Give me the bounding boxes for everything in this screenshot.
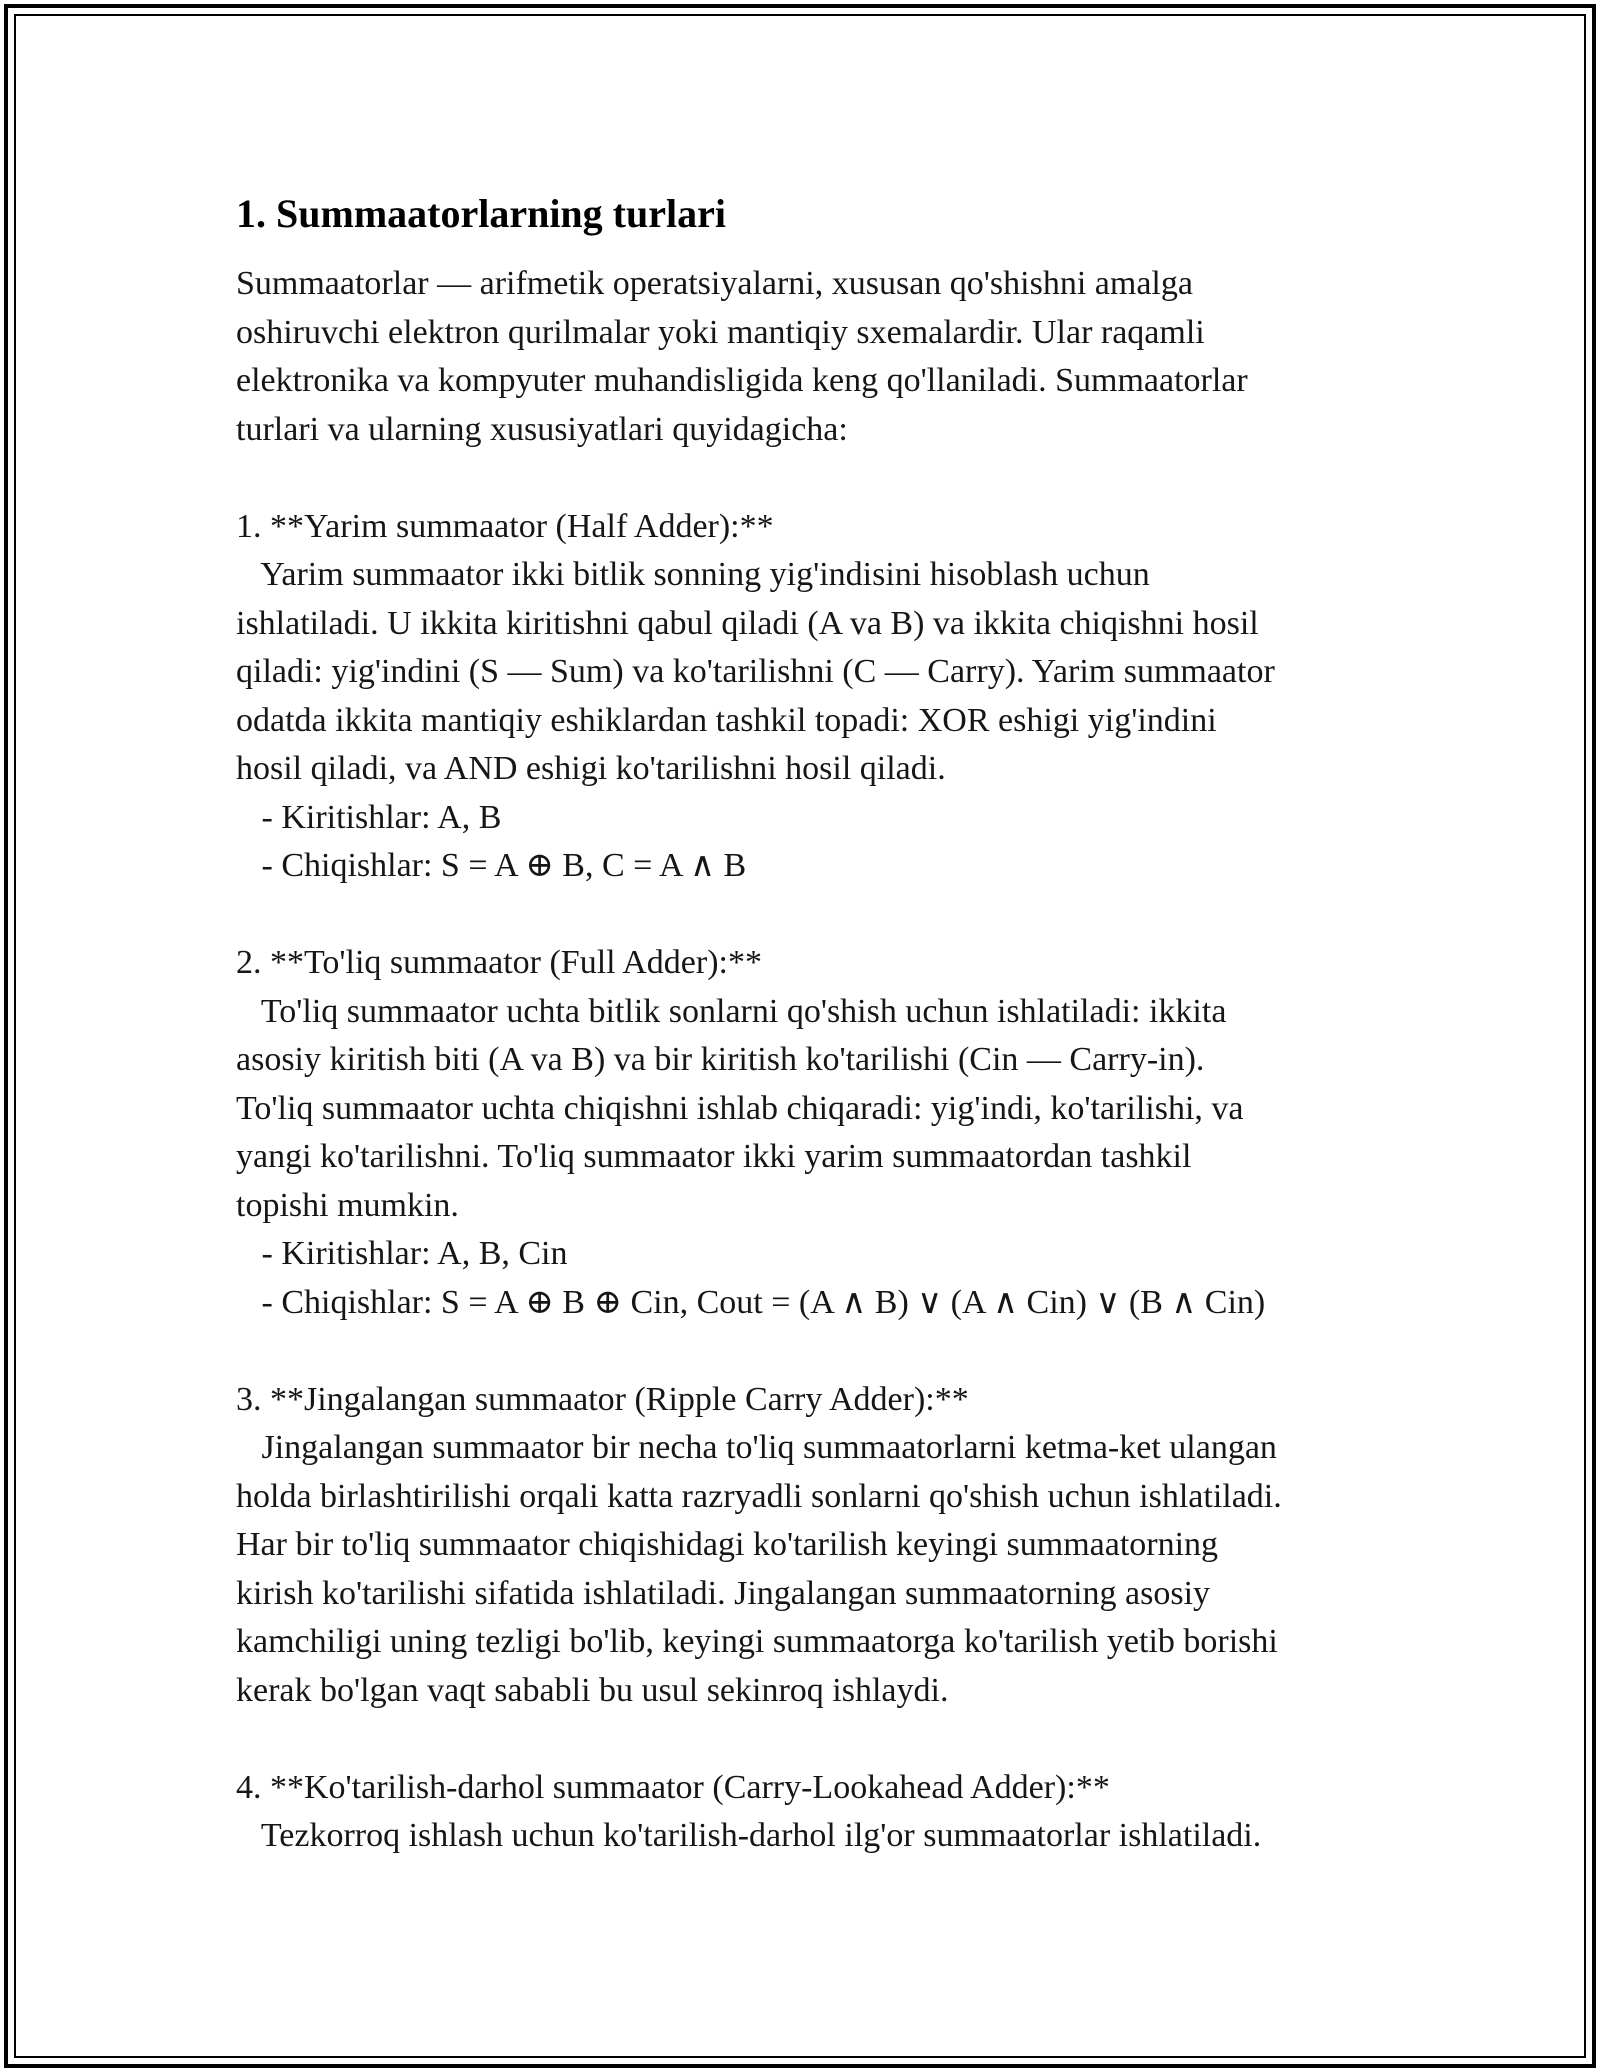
section-ripple-carry-adder xyxy=(236,1376,1386,1716)
paragraph-gap xyxy=(236,1327,1386,1376)
section-line: odatda ikkita mantiqiy eshiklardan tashkil topadi: XOR eshigi yig'indini xyxy=(236,701,1217,739)
section-line: To'liq summaator uchta chiqishni ishlab chiqaradi: yig'indi, ko'tarilishi, va xyxy=(236,1089,1244,1127)
inputs-line: - Kiritishlar: A, B xyxy=(236,798,502,836)
section-heading: 2. **To'liq summaator (Full Adder):** xyxy=(236,944,762,981)
section-line: kamchiligi uning tezligi bo'lib, keyingi summaatorga ko'tarilish yetib borishi xyxy=(236,1623,1278,1660)
document-title: 1. Summaatorlarning turlari xyxy=(236,191,726,236)
section-line: topishi mumkin. xyxy=(236,1186,459,1224)
section-line: To'liq summaator uchta bitlik sonlarni qo'shish uchun ishlatiladi: ikkita xyxy=(236,992,1227,1030)
section-line: yangi ko'tarilishni. To'liq summaator ikki yarim summaatordan tashkil xyxy=(236,1138,1192,1175)
section-line: asosiy kiritish biti (A va B) va bir kiritish ko'tarilishi (Cin — Carry-in). xyxy=(236,1041,1205,1078)
section-line: holda birlashtirilishi orqali katta razryadli sonlarni qo'shish uchun ishlatiladi. xyxy=(236,1477,1282,1515)
paragraph-gap xyxy=(236,454,1386,503)
outputs-line: - Chiqishlar: S = A ⊕ B ⊕ Cin, Cout = (A ∧ B) ∨ (A ∧ Cin) ∨ (B ∧ Cin) xyxy=(236,1283,1266,1321)
intro-line: Summaatorlar — arifmetik operatsiyalarni, xususan qo'shishni amalga xyxy=(236,265,1193,302)
section-heading: 1. **Yarim summaator (Half Adder):** xyxy=(236,507,774,545)
section-line: kirish ko'tarilishi sifatida ishlatiladi. Jingalangan summaatorning asosiy xyxy=(236,1574,1211,1612)
section-line: kerak bo'lgan vaqt sababli bu usul sekinroq ishlaydi. xyxy=(236,1671,949,1709)
section-heading: 3. **Jingalangan summaator (Ripple Carry Adder):** xyxy=(236,1380,969,1418)
intro-paragraph xyxy=(236,260,1386,454)
intro-line: elektronika va kompyuter muhandisligida keng qo'llaniladi. Summaatorlar xyxy=(236,362,1248,399)
section-line: qiladi: yig'indini (S — Sum) va ko'tarilishni (C — Carry). Yarim summaator xyxy=(236,653,1275,690)
section-line: ishlatiladi. U ikkita kiritishni qabul qiladi (A va B) va ikkita chiqishni hosil xyxy=(236,604,1259,642)
intro-line: turlari va ularning xususiyatlari quyidagicha: xyxy=(236,410,848,448)
section-line: Har bir to'liq summaator chiqishidagi ko'tarilish keyingi summaatorning xyxy=(236,1526,1219,1563)
section-line: Tezkorroq ishlash uchun ko'tarilish-darhol ilg'or summaatorlar ishlatiladi. xyxy=(236,1817,1262,1854)
paragraph-gap xyxy=(236,1715,1386,1764)
outputs-line: - Chiqishlar: S = A ⊕ B, C = A ∧ B xyxy=(236,847,747,884)
intro-line: oshiruvchi elektron qurilmalar yoki mantiqiy sxemalardir. Ular raqamli xyxy=(236,313,1205,351)
document-body xyxy=(236,188,1386,1861)
section-heading: 4. **Ko'tarilish-darhol summaator (Carry-Lookahead Adder):** xyxy=(236,1768,1110,1806)
section-half-adder xyxy=(236,503,1386,891)
section-line: Jingalangan summaator bir necha to'liq summaatorlarni ketma-ket ulangan xyxy=(236,1429,1277,1466)
paragraph-gap xyxy=(236,891,1386,940)
section-line: hosil qiladi, va AND eshigi ko'tarilishni hosil qiladi. xyxy=(236,750,946,787)
inputs-line: - Kiritishlar: A, B, Cin xyxy=(236,1235,568,1272)
section-line: Yarim summaator ikki bitlik sonning yig'indisini hisoblash uchun xyxy=(236,556,1150,593)
section-carry-lookahead-adder xyxy=(236,1764,1386,1861)
section-full-adder xyxy=(236,939,1386,1327)
